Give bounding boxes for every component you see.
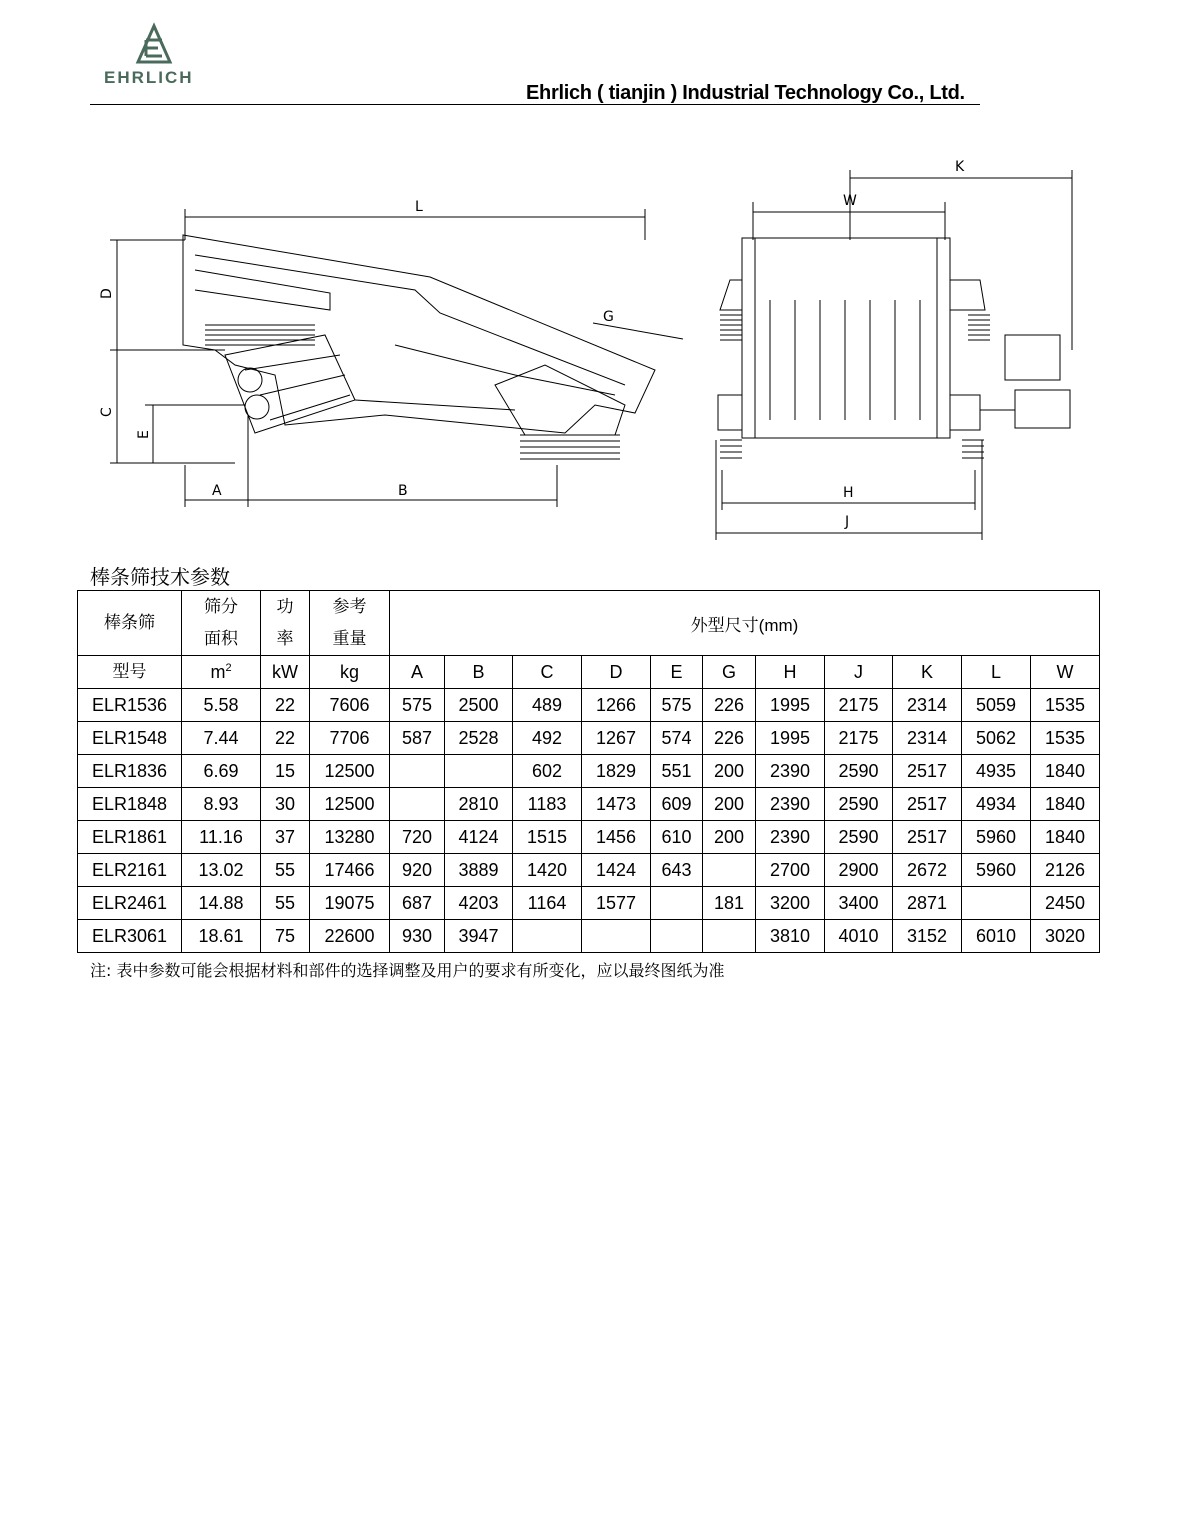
value-cell: 2528	[445, 722, 513, 755]
value-cell: 1183	[513, 788, 582, 821]
value-cell: 15	[261, 755, 310, 788]
value-cell: 4935	[962, 755, 1031, 788]
value-cell: 587	[390, 722, 445, 755]
table-row	[78, 788, 1100, 821]
value-cell	[445, 755, 513, 788]
value-cell	[582, 920, 651, 953]
value-cell: 2314	[893, 689, 962, 722]
value-cell: 2500	[445, 689, 513, 722]
logo-text: EHRLICH	[104, 68, 194, 87]
header-col: K	[893, 656, 962, 689]
value-cell	[651, 920, 703, 953]
spec-table	[77, 590, 1100, 953]
value-cell: 1577	[582, 887, 651, 920]
value-cell: 1535	[1031, 722, 1100, 755]
value-cell: 2126	[1031, 854, 1100, 887]
value-cell: 55	[261, 854, 310, 887]
header-col: kg	[310, 656, 390, 689]
dim-label-W: W	[843, 193, 857, 209]
value-cell: 7706	[310, 722, 390, 755]
value-cell: 920	[390, 854, 445, 887]
value-cell: 3152	[893, 920, 962, 953]
value-cell: 720	[390, 821, 445, 854]
value-cell	[703, 854, 756, 887]
model-cell: ELR1548	[78, 722, 182, 755]
value-cell: 2390	[756, 788, 825, 821]
table-header-row-1	[78, 591, 1100, 656]
value-cell: 6010	[962, 920, 1031, 953]
value-cell: 17466	[310, 854, 390, 887]
header-col: C	[513, 656, 582, 689]
table-header-row-2	[78, 656, 1100, 689]
model-cell: ELR1861	[78, 821, 182, 854]
value-cell: 181	[703, 887, 756, 920]
value-cell: 8.93	[182, 788, 261, 821]
value-cell: 7.44	[182, 722, 261, 755]
dim-label-D: D	[99, 288, 115, 299]
header-col: kW	[261, 656, 310, 689]
model-cell: ELR1836	[78, 755, 182, 788]
value-cell: 37	[261, 821, 310, 854]
value-cell: 687	[390, 887, 445, 920]
header-dimensions: 外型尺寸(mm)	[390, 591, 1100, 656]
value-cell: 1267	[582, 722, 651, 755]
value-cell: 1995	[756, 722, 825, 755]
header-col: D	[582, 656, 651, 689]
value-cell: 12500	[310, 788, 390, 821]
value-cell: 55	[261, 887, 310, 920]
value-cell: 1420	[513, 854, 582, 887]
value-cell: 1840	[1031, 788, 1100, 821]
header-col: L	[962, 656, 1031, 689]
dim-label-C: C	[99, 407, 115, 417]
value-cell: 5059	[962, 689, 1031, 722]
table-row	[78, 920, 1100, 953]
header-col: E	[651, 656, 703, 689]
value-cell: 75	[261, 920, 310, 953]
value-cell: 5960	[962, 854, 1031, 887]
value-cell: 492	[513, 722, 582, 755]
model-cell: ELR2161	[78, 854, 182, 887]
header-col: W	[1031, 656, 1100, 689]
value-cell: 1995	[756, 689, 825, 722]
value-cell: 13.02	[182, 854, 261, 887]
table-row	[78, 854, 1100, 887]
dim-label-H: H	[843, 485, 854, 501]
value-cell: 2590	[825, 821, 893, 854]
value-cell: 3810	[756, 920, 825, 953]
value-cell: 4124	[445, 821, 513, 854]
value-cell: 18.61	[182, 920, 261, 953]
value-cell: 1473	[582, 788, 651, 821]
value-cell	[390, 755, 445, 788]
value-cell: 5960	[962, 821, 1031, 854]
dim-label-A: A	[212, 483, 222, 499]
value-cell: 226	[703, 722, 756, 755]
value-cell: 2517	[893, 755, 962, 788]
value-cell: 2175	[825, 722, 893, 755]
value-cell: 1515	[513, 821, 582, 854]
value-cell: 200	[703, 755, 756, 788]
value-cell: 1456	[582, 821, 651, 854]
table-row	[78, 722, 1100, 755]
model-cell: ELR1848	[78, 788, 182, 821]
table-body	[78, 689, 1100, 953]
value-cell: 1840	[1031, 755, 1100, 788]
value-cell: 200	[703, 788, 756, 821]
header-col: A	[390, 656, 445, 689]
value-cell: 4010	[825, 920, 893, 953]
model-cell: ELR1536	[78, 689, 182, 722]
value-cell: 1266	[582, 689, 651, 722]
value-cell: 2900	[825, 854, 893, 887]
header-area: 筛分 面积	[182, 591, 261, 656]
value-cell: 3020	[1031, 920, 1100, 953]
value-cell: 2390	[756, 821, 825, 854]
value-cell: 19075	[310, 887, 390, 920]
header-model: 棒条筛	[78, 591, 182, 656]
value-cell	[513, 920, 582, 953]
dim-label-E: E	[136, 430, 152, 439]
value-cell: 3889	[445, 854, 513, 887]
value-cell: 30	[261, 788, 310, 821]
value-cell: 3947	[445, 920, 513, 953]
value-cell	[962, 887, 1031, 920]
value-cell: 2390	[756, 755, 825, 788]
value-cell: 14.88	[182, 887, 261, 920]
value-cell: 22	[261, 722, 310, 755]
header-col: J	[825, 656, 893, 689]
value-cell: 930	[390, 920, 445, 953]
table-row	[78, 821, 1100, 854]
header-col: H	[756, 656, 825, 689]
value-cell: 4934	[962, 788, 1031, 821]
value-cell: 11.16	[182, 821, 261, 854]
value-cell: 5062	[962, 722, 1031, 755]
value-cell: 2517	[893, 821, 962, 854]
value-cell: 2450	[1031, 887, 1100, 920]
value-cell: 602	[513, 755, 582, 788]
header-col: 型号	[78, 656, 182, 689]
value-cell: 1840	[1031, 821, 1100, 854]
value-cell: 2700	[756, 854, 825, 887]
table-row	[78, 689, 1100, 722]
value-cell: 574	[651, 722, 703, 755]
value-cell: 5.58	[182, 689, 261, 722]
value-cell: 3200	[756, 887, 825, 920]
dim-label-B: B	[398, 483, 408, 499]
dim-label-K: K	[955, 159, 965, 175]
value-cell: 609	[651, 788, 703, 821]
value-cell: 2314	[893, 722, 962, 755]
value-cell: 226	[703, 689, 756, 722]
value-cell: 610	[651, 821, 703, 854]
header-col: $m^2$	[182, 656, 261, 689]
value-cell	[390, 788, 445, 821]
value-cell: 2672	[893, 854, 962, 887]
header-col: G	[703, 656, 756, 689]
value-cell: 489	[513, 689, 582, 722]
value-cell: 643	[651, 854, 703, 887]
value-cell: 3400	[825, 887, 893, 920]
value-cell: 2810	[445, 788, 513, 821]
value-cell: 2590	[825, 755, 893, 788]
value-cell: 22	[261, 689, 310, 722]
model-cell: ELR3061	[78, 920, 182, 953]
header-col: B	[445, 656, 513, 689]
value-cell: 13280	[310, 821, 390, 854]
table-row	[78, 755, 1100, 788]
header-power: 功 率	[261, 591, 310, 656]
value-cell: 2590	[825, 788, 893, 821]
value-cell: 2871	[893, 887, 962, 920]
header-rule	[90, 104, 980, 105]
value-cell: 575	[651, 689, 703, 722]
dim-label-G: G	[603, 309, 614, 325]
company-name: Ehrlich ( tianjin ) Industrial Technology Co., Ltd.	[526, 82, 965, 104]
dim-label-L: L	[415, 199, 423, 215]
model-cell: ELR2461	[78, 887, 182, 920]
side-view-drawing	[95, 195, 695, 525]
value-cell: 2517	[893, 788, 962, 821]
value-cell: 2175	[825, 689, 893, 722]
value-cell: 6.69	[182, 755, 261, 788]
value-cell: 1164	[513, 887, 582, 920]
value-cell: 200	[703, 821, 756, 854]
dim-label-J: J	[845, 514, 850, 530]
value-cell: 12500	[310, 755, 390, 788]
value-cell: 7606	[310, 689, 390, 722]
table-row	[78, 887, 1100, 920]
value-cell: 1829	[582, 755, 651, 788]
table-title: 棒条筛技术参数	[90, 565, 230, 589]
value-cell	[651, 887, 703, 920]
end-view-drawing	[700, 150, 1090, 545]
value-cell: 575	[390, 689, 445, 722]
value-cell: 1535	[1031, 689, 1100, 722]
value-cell: 22600	[310, 920, 390, 953]
value-cell	[703, 920, 756, 953]
header-weight: 参考 重量	[310, 591, 390, 656]
value-cell: 4203	[445, 887, 513, 920]
value-cell: 551	[651, 755, 703, 788]
value-cell: 1424	[582, 854, 651, 887]
table-note: 注: 表中参数可能会根据材料和部件的选择调整及用户的要求有所变化，应以最终图纸为准	[90, 961, 725, 980]
